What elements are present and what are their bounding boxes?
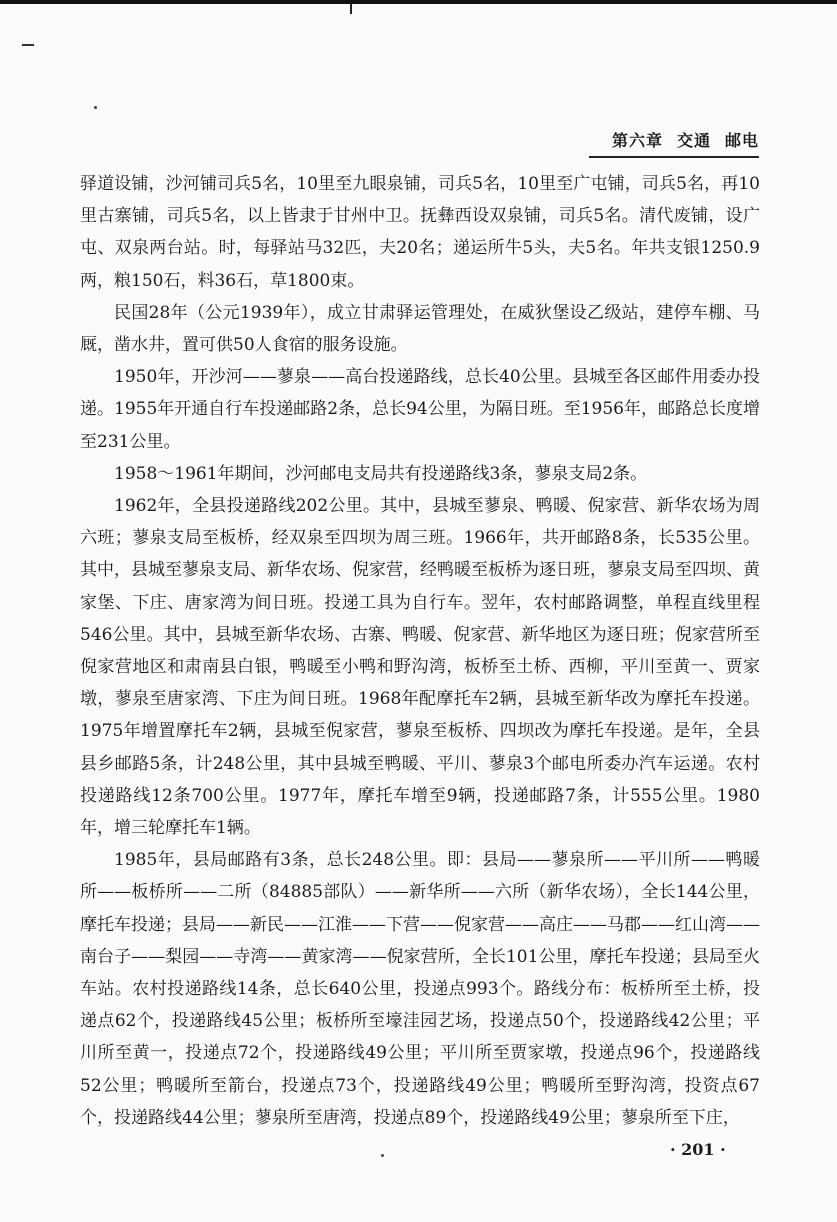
header-topic-post: 邮电 bbox=[724, 131, 759, 150]
paragraph: 民国28年（公元1939年），成立甘肃驿运管理处，在威狄堡设乙级站，建停车棚、马厩，凿水井，置可供50人食宿的服务设施。 bbox=[80, 302, 760, 356]
scan-speck bbox=[94, 106, 97, 109]
scan-margin-mark bbox=[22, 44, 34, 46]
scan-notch-mark bbox=[350, 4, 352, 14]
page-body bbox=[80, 168, 760, 1134]
paragraph: 驿道设铺，沙河铺司兵5名，10里至九眼泉铺，司兵5名，10里至广屯铺，司兵5名，再10里古寨铺，司兵5名，以上皆隶于甘州中卫。抚彝西设双泉铺，司兵5名。清代废铺，设广屯、双泉两台站。时，每驿站马32匹，夫20名；递运所牛5头，夫5名。年共支银1250.9两，粮150石，料36石，草1800束。 bbox=[80, 174, 760, 291]
page-number: · 201 · bbox=[670, 1140, 726, 1159]
scan-top-edge bbox=[0, 0, 837, 4]
header-topic-traffic: 交通 bbox=[676, 131, 711, 150]
paragraph: 1950年，开沙河——蓼泉——高台投递路线，总长40公里。县城至各区邮件用委办投递。1955年开通自行车投递邮路2条，总长94公里，为隔日班。至1956年，邮路总长度增至231公里。 bbox=[80, 367, 760, 452]
header-chapter: 第六章 bbox=[611, 131, 663, 150]
running-header bbox=[589, 128, 759, 158]
paragraph: 1985年，县局邮路有3条，总长248公里。即：县局——蓼泉所——平川所——鸭暖所——板桥所——二所（84885部队）——新华所——六所（新华农场），全长144公里，摩托车投递；县局——新民——江淮——下营——倪家营——高庄——马郡——红山湾——南台子——梨园——寺湾——黄家湾——倪家营所，全长101公里，摩托车投递；县局至火车站。农村投递路线14条，总长640公里，投递点993个。路线分布：板桥所至土桥，投递点62个，投递路线45公里；板桥所至壕洼园艺场，投递点50个，投递路线42公里；平川所至黄一，投递点72个，投递路线49公里；平川所至贾家墩，投递点96个，投递路线52公里；鸭暖所至箭台，投递点73个，投递路线49公里；鸭暖所至野沟湾，投资点67个，投递路线44公里；蓼泉所至唐湾，投递点89个，投递路线49公里；蓼泉所至下庄， bbox=[80, 850, 760, 1128]
paragraph: 1958～1961年期间，沙河邮电支局共有投递路线3条，蓼泉支局2条。 bbox=[114, 463, 648, 484]
scan-speck bbox=[381, 1154, 384, 1157]
paragraph: 1962年，全县投递路线202公里。其中，县城至蓼泉、鸭暖、倪家营、新华农场为周六班；蓼泉支局至板桥，经双泉至四坝为周三班。1966年，共开邮路8条，长535公里。其中，县城至蓼泉支局、新华农场、倪家营，经鸭暖至板桥为逐日班，蓼泉支局至四坝、黄家堡、下庄、唐家湾为间日班。投递工具为自行车。翌年，农村邮路调整，单程直线里程546公里。其中，县城至新华农场、古寨、鸭暖、倪家营、新华地区为逐日班；倪家营所至倪家营地区和肃南县白银，鸭暖至小鸭和野沟湾，板桥至土桥、西柳，平川至黄一、贾家墩，蓼泉至唐家湾、下庄为间日班。1968年配摩托车2辆，县城至新华改为摩托车投递。1975年增置摩托车2辆，县城至倪家营，蓼泉至板桥、四坝改为摩托车投递。是年，全县县乡邮路5条，计248公里，其中县城至鸭暖、平川、蓼泉3个邮电所委办汽车运递。农村投递路线12条700公里。1977年，摩托车增至9辆，投递邮路7条，计555公里。1980年，增三轮摩托车1辆。 bbox=[80, 496, 760, 839]
